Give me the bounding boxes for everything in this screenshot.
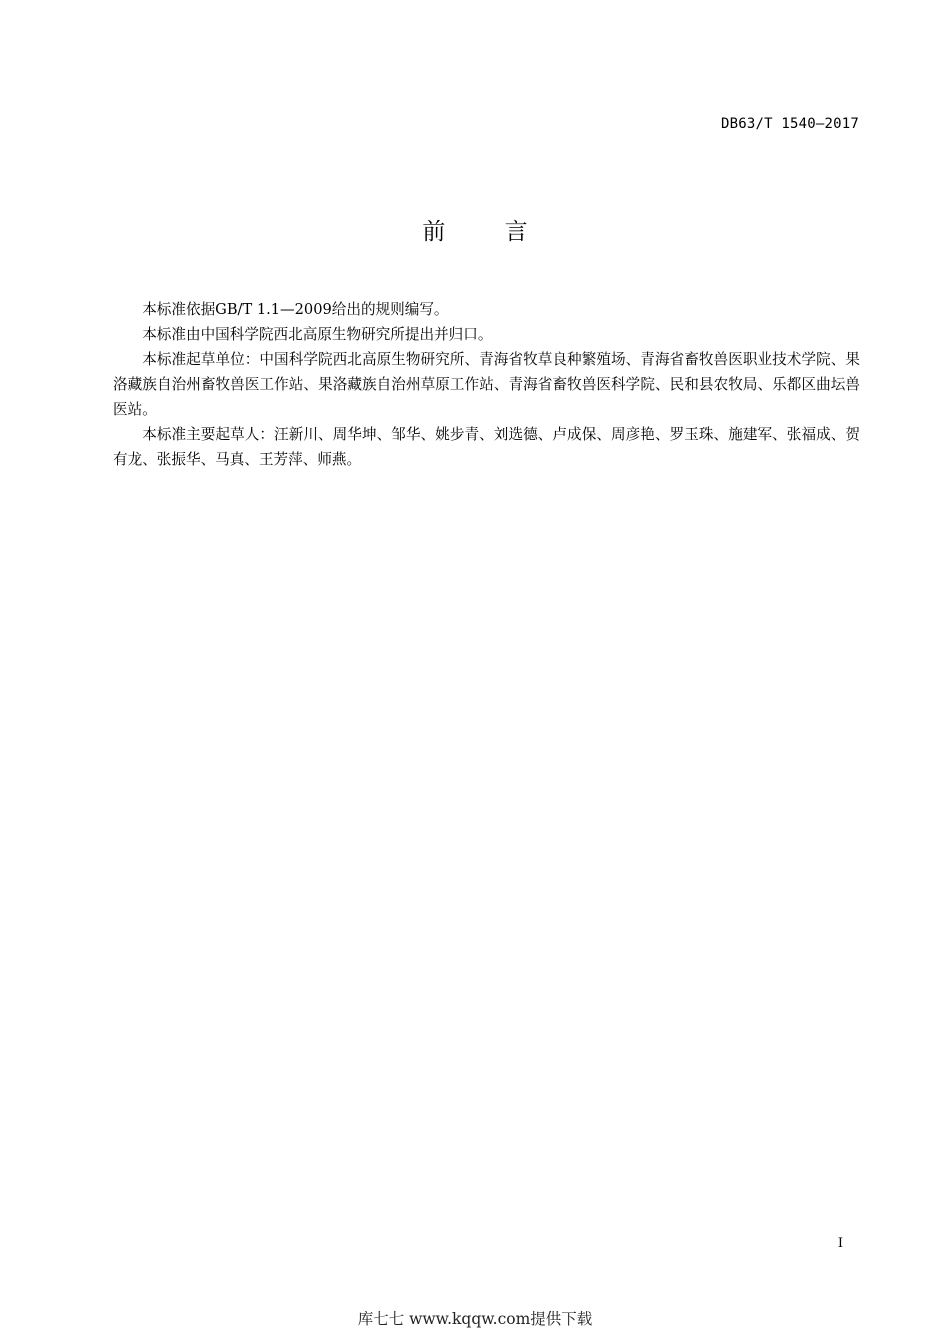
paragraph-drafters: 本标准主要起草人：汪新川、周华坤、邹华、姚步青、刘选德、卢成保、周彦艳、罗玉珠、施建军、张福成、贺有龙、张振华、马真、王芳萍、师燕。 [113, 426, 860, 468]
page-number: I [837, 1236, 843, 1251]
section-title: 前 言 [422, 219, 554, 245]
paragraph-drafting-rules: 本标准依据GB/T 1.1—2009给出的规则编写。 [142, 301, 449, 318]
footer-watermark: 库七七 www.kqqw.com提供下载 [357, 1310, 593, 1328]
paragraph-proposer: 本标准由中国科学院西北高原生物研究所提出并归口。 [142, 326, 493, 343]
standard-code: DB63/T 1540—2017 [720, 116, 859, 132]
foreword-body [113, 297, 860, 472]
paragraph-drafting-units: 本标准起草单位：中国科学院西北高原生物研究所、青海省牧草良种繁殖场、青海省畜牧兽医职业技术学院、果洛藏族自治州畜牧兽医工作站、果洛藏族自治州草原工作站、青海省畜牧兽医科学院、民和县农牧局、乐都区曲坛兽医站。 [113, 351, 860, 418]
